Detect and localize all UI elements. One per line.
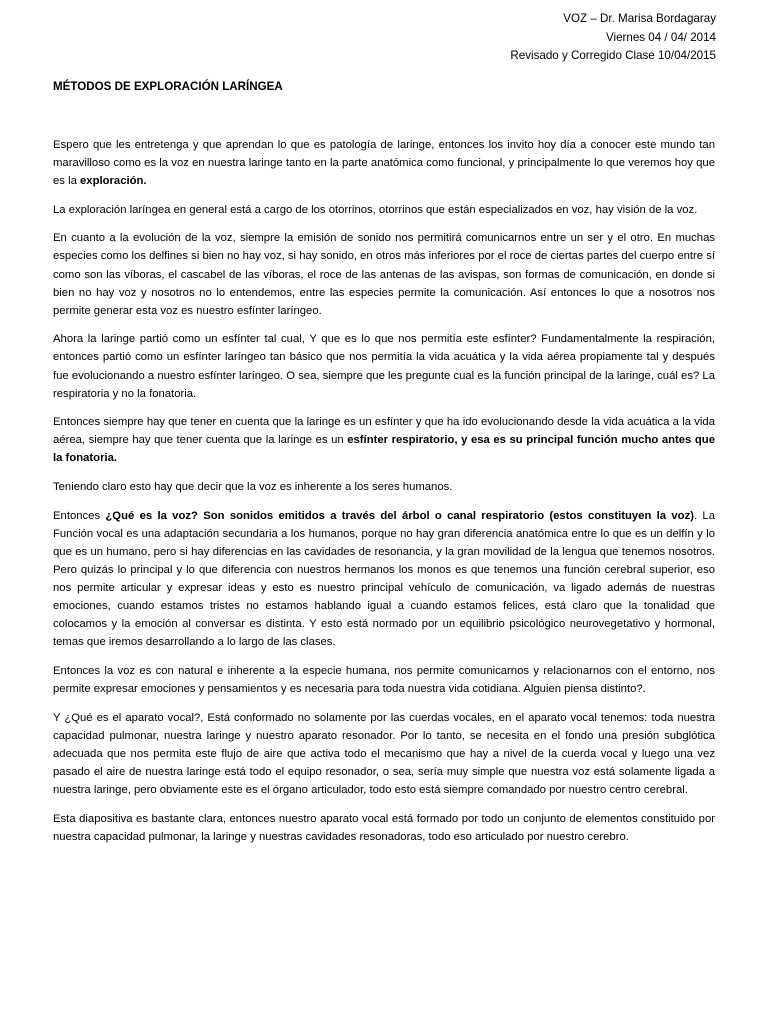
document-body <box>53 136 715 856</box>
paragraph-text: . La Función vocal es una adaptación secundaria a los humanos, porque no hay gran diferencia anatómica entre lo que es un delfín y lo que es un humano, pero si hay diferencias en las cavidades de resonancia, y la gran movilidad de la lengua que tenemos nosotros. Pero quizás lo principal y lo que diferencia con nuestros hermanos los monos es que tenemos una función cerebral superior, eso nos permite articular y expresar ideas y esto es nuestro principal vehículo de comunicación, va ligado además de nuestras emociones, cuando estamos tristes no estamos hablando igual a cuando estamos felices, está claro que la tonalidad que colocamos y la emoción al conversar es distinta. Y esto está normado por un equilibrio psicológico neurovegetativo y hormonal, temas que iremos desarrollando a lo largo de las clases. <box>53 509 715 649</box>
paragraph <box>53 413 715 467</box>
paragraph <box>53 810 715 846</box>
paragraph <box>53 136 715 190</box>
paragraph <box>53 330 715 402</box>
bold-text: esfínter respiratorio, y esa es su principal función mucho antes que la fonatoria. <box>53 434 715 465</box>
paragraph-text: Entonces siempre hay que tener en cuenta que la laringe es un esfínter y que ha ido evolucionando desde la vida acuática a la vida aérea, siempre hay que tener cuenta que la laringe es un <box>53 416 715 447</box>
header-revision: Revisado y Corregido Clase 10/04/2015 <box>510 49 716 62</box>
paragraph-text: Entonces <box>53 509 106 522</box>
paragraph-text: Espero que les entretenga y que aprendan lo que es patología de laringe, entonces los invito hoy día a conocer este mundo tan maravilloso como es la voz en nuestra laringe tanto en la parte anatómica como funcional, y principalmente lo que veremos hoy que es la <box>53 139 715 188</box>
document-header <box>510 10 716 66</box>
header-author: VOZ – Dr. Marisa Bordagaray <box>563 12 716 25</box>
paragraph-text: En cuanto a la evolución de la voz, siempre la emisión de sonido nos permitirá comunicarnos entre un ser y el otro. En muchas especies como los delfines si bien no hay voz, si hay sonido, en otros más inferiores por el roce de ciertas partes del cuerpo entre sí como son las víboras, el cascabel de las víboras, el roce de las antenas de las avispas, son formas de comunicación, en donde si bien no hay voz y nosotros no lo entendemos, entre las especies permite la comunicación. Así entonces lo que a nosotros nos permite generar esta voz es nuestro esfínter laríngeo. <box>53 232 715 317</box>
paragraph-text: Y ¿Qué es el aparato vocal?, Está conformado no solamente por las cuerdas vocales, en el aparato vocal tenemos: toda nuestra capacidad pulmonar, nuestra laringe y nuestro aparato resonador. Por lo tanto, se necesita en el fondo una presión subglótica adecuada que nos permita este flujo de aire que activa todo el mecanismo que hay a nivel de la cuerda vocal y luego una vez pasado el aire de nuestra laringe está todo el equipo resonador, o sea, sería muy simple que nuestra voz está solamente ligada a nuestra laringe, pero obviamente este es el órgano articulador, todo esto está siempre comandado por nuestro centro cerebral. <box>53 711 715 796</box>
paragraph-text: La exploración laríngea en general está a cargo de los otorrinos, otorrinos que están especializados en voz, hay visión de la voz. <box>53 203 698 216</box>
paragraph <box>53 201 715 219</box>
paragraph <box>53 507 715 652</box>
paragraph <box>53 709 715 799</box>
document-title: MÉTODOS DE EXPLORACIÓN LARÍNGEA <box>53 80 283 93</box>
paragraph <box>53 229 715 319</box>
header-date: Viernes 04 / 04/ 2014 <box>605 30 716 44</box>
paragraph <box>53 478 715 496</box>
bold-text: exploración. <box>80 175 147 188</box>
bold-text: ¿Qué es la voz? Son sonidos emitidos a través del árbol o canal respiratorio (estos constituyen la voz) <box>105 509 694 522</box>
paragraph-text: Ahora la laringe partió como un esfínter tal cual, Y que es lo que nos permitía este esfínter? Fundamentalmente la respiración, entonces partió como un esfínter laríngeo tan básico que nos permitía la vida acuática y la vida aérea propiamente tal y después fue evolucionando a nuestro esfínter laríngeo. O sea, siempre que les pregunte cual es la función principal de la laringe, cuál es? La respiratoria y no la fonatoria. <box>53 333 715 400</box>
paragraph-text: Entonces la voz es con natural e inherente a la especie humana, nos permite comunicarnos y relacionarnos con el entorno, nos permite expresar emociones y pensamientos y es necesaria para toda nuestra vida cotidiana. Alguien piensa distinto?. <box>53 664 715 695</box>
paragraph <box>53 662 715 698</box>
paragraph-text: Esta diapositiva es bastante clara, entonces nuestro aparato vocal está formado por todo un conjunto de elementos constituido por nuestra capacidad pulmonar, la laringe y nuestras cavidades resonadoras, todo eso articulado por nuestro cerebro. <box>53 812 715 843</box>
paragraph-text: Teniendo claro esto hay que decir que la voz es inherente a los seres humanos. <box>53 481 453 493</box>
